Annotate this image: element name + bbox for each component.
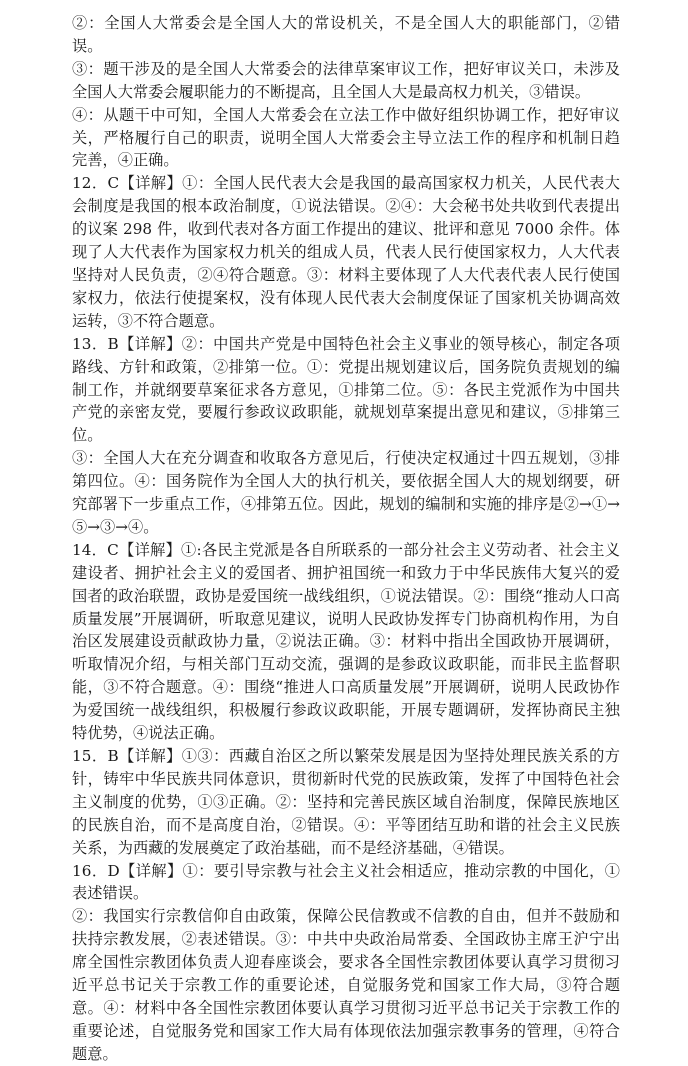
paragraph-item4-correct: ④：从题干中可知，全国人大常委会在立法工作中做好组织协调工作，把好审议关，严格履行自己的职责，说明全国人大常委会主导立法工作的程序和机制日趋完善，④正确。 [72, 105, 620, 170]
paragraph-item3-error: ③：题干涉及的是全国人大常委会的法律草案审议工作，把好审议关口，未涉及全国人大常委会履职能力的不断提高，且全国人大是最高权力机关，③错误。 [72, 59, 620, 101]
paragraph-q13-explanation: 13．B【详解】②：中国共产党是中国特色社会主义事业的领导核心，制定各项路线、方针和政策，②排第一位。①：党提出规划建议后，国务院负责规划的编制工作，并就纲要草案征求各方意见，①排第二位。⑤：各民主党派作为中国共产党的亲密友党，要履行参政议政职能，就规划草案提出意见和建议，⑤排第三位。 [72, 334, 620, 445]
paragraph-q14-explanation: 14．C【详解】①:各民主党派是各自所联系的一部分社会主义劳动者、社会主义建设者、拥护社会主义的爱国者、拥护祖国统一和致力于中华民族伟大复兴的爱国者的政治联盟，政协是爱国统一战线组织，①说法错误。②：围绕“推动人口高质量发展”开展调研，听取意见建议，说明人民政协发挥专门协商机构作用，为自治区发展建设贡献政协力量，②说法正确。③：材料中指出全国政协开展调研，听取情况介绍，与相关部门互动交流，强调的是参政议政职能，而非民主监督职能，③不符合题意。④：围绕“推进人口高质量发展”开展调研，说明人民政协作为爱国统一战线组织，积极履行参政议政职能，开展专题调研，发挥协商民主独特优势，④说法正确。 [72, 540, 620, 743]
answer-explanation-page [72, 12, 620, 1066]
paragraph-q15-explanation: 15．B【详解】①③：西藏自治区之所以繁荣发展是因为坚持处理民族关系的方针，铸牢中华民族共同体意识，贯彻新时代党的民族政策，发挥了中国特色社会主义制度的优势，①③正确。②：坚持和完善民族区域自治制度，保障民族地区的民族自治，而不是高度自治，②错误。④：平等团结互助和谐的社会主义民族关系，为西藏的发展奠定了政治基础，而不是经济基础，④错误。 [72, 747, 620, 857]
paragraph-q16-explanation: 16．D【详解】①：要引导宗教与社会主义社会相适应，推动宗教的中国化，①表述错误。 [72, 861, 620, 903]
paragraph-q16-continued: ②：我国实行宗教信仰自由政策，保障公民信教或不信教的自由，但并不鼓励和扶持宗教发展，②表述错误。③：中共中央政治局常委、全国政协主席王沪宁出席全国性宗教团体负责人迎春座谈会，要求各全国性宗教团体要认真学习贯彻习近平总书记关于宗教工作的重要论述，自觉服务党和国家工作大局，③符合题意。④：材料中各全国性宗教团体要认真学习贯彻习近平总书记关于宗教工作的重要论述，自觉服务党和国家工作大局有体现依法加强宗教事务的管理，④符合题意。 [72, 907, 620, 1063]
paragraph-item2-error: ②：全国人大常委会是全国人大的常设机关，不是全国人大的职能部门，②错误。 [72, 14, 620, 55]
paragraph-q12-explanation: 12．C【详解】①：全国人民代表大会是我国的最高国家权力机关，人民代表大会制度是我国的根本政治制度，①说法错误。②④：大会秘书处共收到代表提出的议案 298 件，收到代表对各方面工作提出的建议、批评和意见 7000 余件。体现了人大代表作为国家权力机关的组成人员，代表人民行使国家权力，人大代表坚持对人民负责，②④符合题意。③：材料主要体现了人大代表代表人民行使国家权力，依法行使提案权，没有体现人民代表大会制度保证了国家机关协调高效运转，③不符合题意。 [72, 174, 620, 330]
paragraph-q13-continued: ③：全国人大在充分调查和收取各方意见后，行使决定权通过十四五规划，③排第四位。④：国务院作为全国人大的执行机关，要依据全国人大的规划纲要，研究部署下一步重点工作，④排第五位。因此，规划的编制和实施的排序是②→①→⑤→③→④。 [72, 449, 620, 536]
